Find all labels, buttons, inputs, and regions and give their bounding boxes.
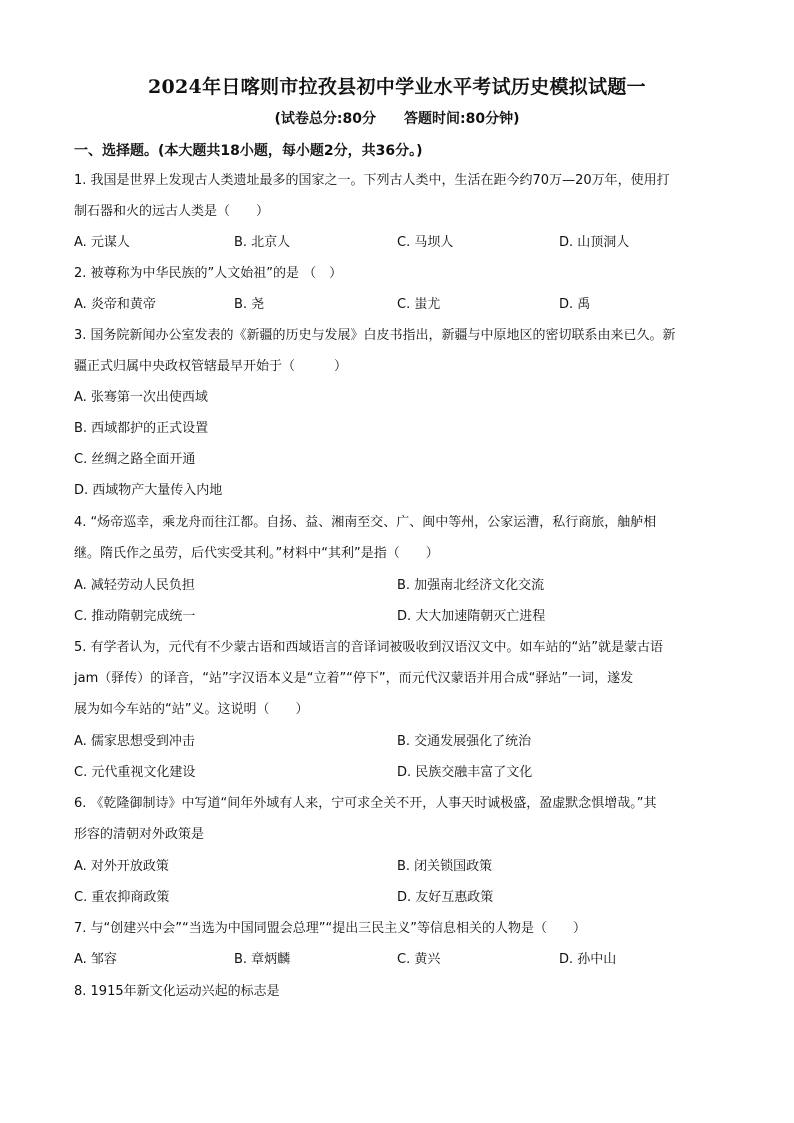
option-b[interactable]: B. 西域都护的正式设置	[74, 421, 209, 436]
question-7	[74, 913, 724, 944]
question-3	[74, 320, 724, 382]
question-text: 4. “炀帝巡幸，乘龙舟而往江都。自扬、益、湘南至交、广、闽中等州，公家运漕，私行商旅，舳舻相	[74, 515, 657, 530]
question-text: 疆正式归属中央政权管辖最早开始于（ ）	[74, 359, 348, 374]
option-c[interactable]: C. 丝绸之路全面开通	[74, 452, 196, 467]
option-b[interactable]: B. 章炳麟	[234, 952, 291, 967]
question-5	[74, 632, 724, 725]
option-a[interactable]: A. 炎帝和黄帝	[74, 297, 156, 312]
question-4	[74, 507, 724, 569]
option-d[interactable]: D. 孙中山	[559, 952, 617, 967]
option-c[interactable]: C. 黄兴	[397, 952, 441, 967]
options-row	[74, 851, 724, 882]
question-8	[74, 976, 724, 1007]
option-d[interactable]: D. 友好互惠政策	[397, 890, 494, 905]
options-row	[74, 757, 724, 788]
options-row	[74, 601, 724, 632]
option-d[interactable]: D. 山顶洞人	[559, 235, 630, 250]
option-a[interactable]: A. 张骞第一次出使西域	[74, 390, 208, 405]
option-b[interactable]: B. 交通发展强化了统治	[397, 734, 532, 749]
question-text: 7. 与“创建兴中会”“当选为中国同盟会总理”“提出三民主义”等信息相关的人物是（ ）	[74, 921, 586, 936]
options-row	[74, 944, 724, 975]
question-text: 8. 1915年新文化运动兴起的标志是	[74, 984, 280, 999]
page-title: 2024年日喀则市拉孜县初中学业水平考试历史模拟试题一	[148, 76, 646, 98]
question-text: 继。隋氏作之虽劳，后代实受其利。”材料中“其利”是指（ ）	[74, 546, 439, 561]
section-heading: 一、选择题。(本大题共18小题，每小题2分，共36分。)	[74, 143, 423, 159]
options-row	[74, 570, 724, 601]
options-row	[74, 227, 724, 258]
option-a[interactable]: A. 对外开放政策	[74, 859, 169, 874]
options-row	[74, 882, 724, 913]
option-a[interactable]: A. 元谋人	[74, 235, 130, 250]
question-text: 形容的清朝对外政策是	[74, 827, 205, 842]
option-c[interactable]: C. 元代重视文化建设	[74, 765, 196, 780]
option-c[interactable]: C. 重农抑商政策	[74, 890, 170, 905]
option-d[interactable]: D. 大大加速隋朝灭亡进程	[397, 609, 546, 624]
option-c[interactable]: C. 蚩尤	[397, 297, 441, 312]
options-row	[74, 289, 724, 320]
question-text: 5. 有学者认为，元代有不少蒙古语和西域语言的音译词被吸收到汉语汉文中。如车站的“站”就是蒙古语	[74, 640, 664, 655]
question-text: jam（驿传）的译音，“站”字汉语本义是“立着”“停下”，而元代汉蒙语并用合成“驿站”一词，遂发	[74, 671, 634, 686]
option-a[interactable]: A. 儒家思想受到冲击	[74, 734, 195, 749]
question-text: 6. 《乾隆御制诗》中写道“间年外域有人来，宁可求全关不开，人事天时诚极盛，盈虚默念惧增哉。”其	[74, 796, 657, 811]
option-d[interactable]: D. 禹	[559, 297, 591, 312]
option-d[interactable]: D. 民族交融丰富了文化	[397, 765, 533, 780]
option-a[interactable]: A. 邹容	[74, 952, 117, 967]
question-text: 1. 我国是世界上发现古人类遗址最多的国家之一。下列古人类中，生活在距今约70万—20万年，使用打	[74, 173, 670, 188]
option-b[interactable]: B. 闭关锁国政策	[397, 859, 493, 874]
exam-info: (试卷总分:80分 答题时间:80分钟)	[274, 111, 520, 127]
option-d[interactable]: D. 西域物产大量传入内地	[74, 483, 223, 498]
question-2	[74, 258, 724, 289]
question-text: 展为如今车站的“站”义。这说明（ ）	[74, 702, 309, 717]
option-b[interactable]: B. 尧	[234, 297, 265, 312]
question-text: 3. 国务院新闻办公室发表的《新疆的历史与发展》白皮书指出，新疆与中原地区的密切联系由来已久。新	[74, 328, 676, 343]
option-a[interactable]: A. 减轻劳动人民负担	[74, 578, 195, 593]
question-6	[74, 788, 724, 850]
option-b[interactable]: B. 加强南北经济文化交流	[397, 578, 545, 593]
option-b[interactable]: B. 北京人	[234, 235, 291, 250]
question-text: 2. 被尊称为中华民族的”人文始祖”的是 （ ）	[74, 266, 343, 281]
options-row	[74, 726, 724, 757]
question-text: 制石器和火的远古人类是（ ）	[74, 204, 270, 219]
option-c[interactable]: C. 推动隋朝完成统一	[74, 609, 196, 624]
option-c[interactable]: C. 马坝人	[397, 235, 454, 250]
question-1	[74, 165, 724, 227]
